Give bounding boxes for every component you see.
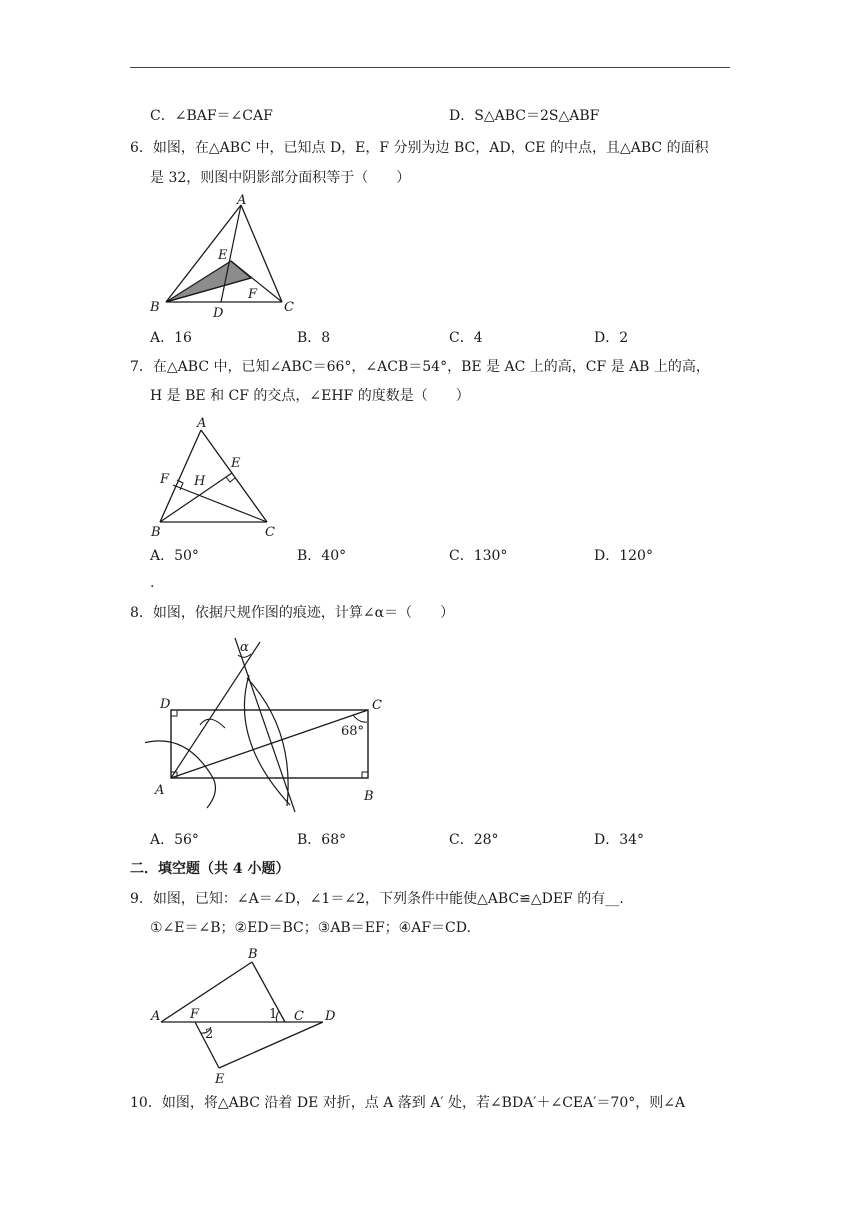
q6-label-d: D [213, 306, 224, 320]
q6-label-b: B [150, 300, 160, 315]
q8-label-c: C [372, 698, 382, 713]
q7-stem-line1: 7．在△ABC 中，已知∠ABC＝66°，∠ACB＝54°，BE 是 AC 上的高，CF 是 AB 上的高， [130, 359, 710, 375]
q6-stem-line2: 是 32，则图中阴影部分面积等于（ ） [150, 170, 411, 186]
q6-figure [145, 193, 305, 320]
q8-label-a: A [155, 783, 165, 798]
q8-label-d: D [160, 697, 171, 712]
q6-option-b: B．8 [297, 330, 331, 346]
q9-label-a: A [151, 1009, 161, 1024]
q9-label-2: 2 [205, 1027, 214, 1042]
q6-label-e: E [218, 248, 228, 263]
q7-label-f: F [160, 472, 170, 487]
q7-option-c: C．130° [449, 548, 508, 564]
q6-option-d: D．2 [594, 330, 629, 346]
q6-label-f: F [248, 287, 258, 302]
q9-label-f: F [190, 1007, 200, 1022]
q8-figure [145, 630, 395, 820]
q7-stem-line2: H 是 BE 和 CF 的交点，∠EHF 的度数是（ ） [150, 388, 470, 404]
q9-label-d: D [325, 1009, 336, 1024]
q7-label-a: A [197, 416, 207, 431]
q9-label-1: 1 [269, 1007, 278, 1022]
q8-stem-line1: 8．如图，依据尺规作图的痕迹，计算∠α＝（ ） [130, 605, 455, 621]
q8-option-c: C．28° [449, 832, 499, 848]
q8-label-b: B [364, 789, 374, 804]
q6-option-a: A．16 [150, 330, 192, 346]
q8-option-a: A．56° [150, 832, 199, 848]
header-rule [130, 67, 730, 68]
q7-label-h: H [194, 474, 206, 489]
q9-label-c: C [294, 1009, 304, 1024]
q7-option-b: B．40° [297, 548, 347, 564]
q7-label-e: E [231, 456, 241, 471]
q6-option-c: C．4 [449, 330, 483, 346]
q8-option-b: B．68° [297, 832, 347, 848]
q8-label-angle: 68° [341, 724, 365, 739]
q9-figure [145, 944, 355, 1089]
q7-label-b: B [151, 525, 161, 540]
q9-stem-line2: ①∠E＝∠B；②ED＝BC；③AB＝EF；④AF＝CD. [150, 920, 471, 936]
q5-option-c: C．∠BAF＝∠CAF [150, 108, 273, 124]
q8-label-alpha: α [240, 640, 249, 655]
q6-stem-line1: 6．如图，在△ABC 中，已知点 D，E，F 分别为边 BC，AD，CE 的中点，且△ABC 的面积 [130, 140, 709, 156]
q6-label-c: C [284, 300, 294, 315]
q7-stray-mark: . [150, 575, 155, 591]
q10-stem-line1: 10．如图，将△ABC 沿着 DE 对折，点 A 落到 A′ 处，若∠BDA′＋∠CEA′＝70°，则∠A [130, 1095, 686, 1111]
q6-label-a: A [237, 193, 247, 208]
q7-label-c: C [265, 525, 275, 540]
q7-option-a: A．50° [150, 548, 199, 564]
q7-option-d: D．120° [594, 548, 653, 564]
q8-option-d: D．34° [594, 832, 645, 848]
q9-label-b: B [248, 947, 258, 962]
q9-stem-line1: 9．如图，已知：∠A＝∠D，∠1＝∠2，下列条件中能使△ABC≌△DEF 的有__. [130, 891, 624, 907]
section-heading: 二．填空题（共 4 小题） [130, 861, 290, 877]
q5-option-d: D．S△ABC＝2S△ABF [449, 108, 600, 124]
q9-label-e: E [215, 1072, 225, 1087]
q7-figure [145, 412, 295, 542]
